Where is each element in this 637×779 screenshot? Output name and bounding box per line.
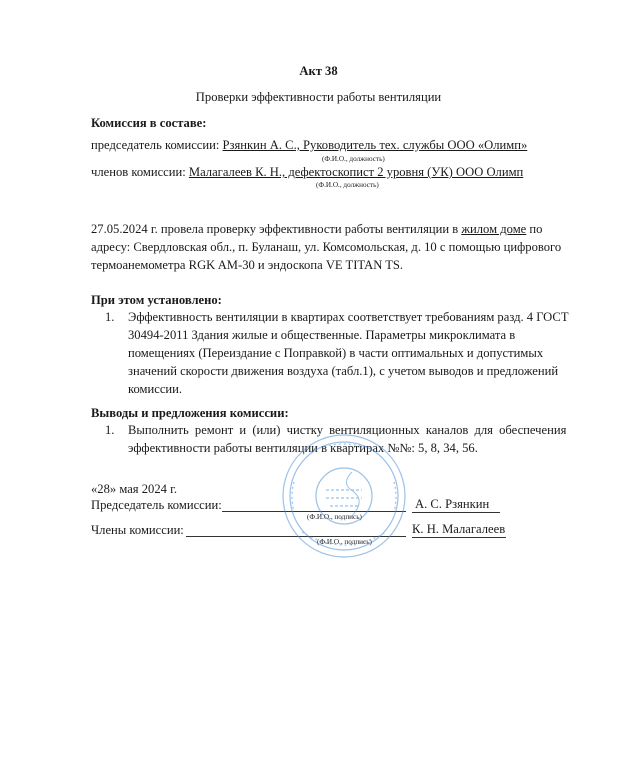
sign-members-caption: (Ф.И.О., подпись) [317,538,372,546]
members-label: членов комиссии: [91,165,189,179]
findings-number: 1. [105,310,115,324]
intro-text-end: по [526,222,543,236]
sign-chair-name: А. С. Рзянкин [415,497,490,511]
intro-line-2: адресу: Свердловская обл., п. Буланаш, ул. Комсомольская, д. 10 с помощью цифрового [91,240,562,254]
findings-line: Эффективность вентиляции в квартирах соответствует требованиям разд. 4 ГОСТ [128,310,569,324]
members-signature-line [186,536,406,537]
chair-value: Рзянкин А. С., Руководитель тех. службы ООО «Олимп» [222,138,528,152]
sign-members-label: Члены комиссии: [91,523,184,537]
conclusions-line: эффективности работы вентиляции в квартирах №№: 5, 8, 34, 56. [128,441,478,455]
intro-text: 27.05.2024 г. провела проверку эффективности работы вентиляции в [91,222,462,236]
chair-name-underline [412,512,500,513]
intro-line-1 [91,222,542,237]
members-name-underline [412,537,506,538]
act-subtitle: Проверки эффективности работы вентиляции [195,90,442,104]
members-row [91,165,523,180]
chair-label: председатель комиссии: [91,138,223,152]
conclusions-heading: Выводы и предложения комиссии: [91,406,289,420]
sign-chair-caption: (Ф.И.О., подпись) [307,513,362,521]
conclusions-line: Выполнить ремонт и (или) чистку вентиляционных каналов для обеспечения [128,423,567,437]
intro-line-3: термоанемометра RGK AM-30 и эндоскопа VE TITAN TS. [91,258,404,272]
conclusions-number: 1. [105,423,115,437]
sign-chair-label: Председатель комиссии: [91,498,222,512]
commission-heading: Комиссия в составе: [91,116,207,130]
findings-line: помещениях (Переиздание с Поправкой) в части оптимальных и допустимых [128,346,544,360]
date-line: «28» мая 2024 г. [91,482,177,496]
sign-members-name: К. Н. Малагалеев [412,522,506,536]
findings-line: 30494-2011 Здания жилые и общественные. Параметры микроклимата в [128,328,516,342]
members-value: Малагалеев К. Н., дефектоскопист 2 уровня (УК) ООО Олимп [188,165,524,179]
act-title: Акт 38 [299,64,338,78]
chair-caption: (Ф.И.О., должность) [322,155,385,163]
findings-line: значений скорости движения воздуха (табл.1), с учетом выводов и предложений [128,364,559,378]
chair-signature-line [222,511,406,512]
findings-line: комиссии. [128,382,183,396]
living-house-link: жилом доме [461,222,527,236]
findings-heading: При этом установлено: [91,293,222,307]
chair-row [91,138,527,153]
members-caption: (Ф.И.О., должность) [316,181,379,189]
